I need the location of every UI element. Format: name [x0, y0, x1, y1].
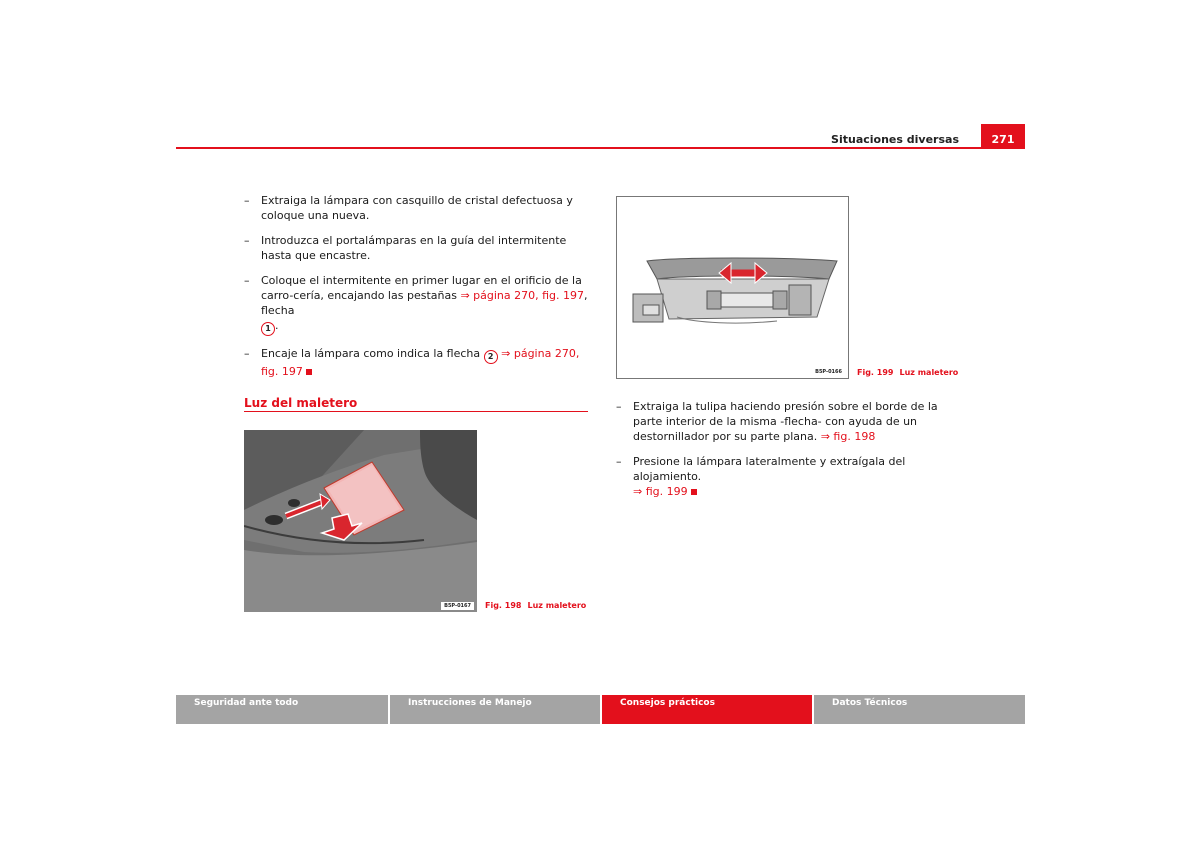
figure-caption: [857, 368, 958, 377]
step-text: .: [275, 319, 279, 332]
bulb-illustration: [617, 197, 848, 378]
right-instructions: [616, 399, 962, 509]
figure-code: B5P-0166: [812, 368, 845, 376]
trunk-light-illustration: [244, 430, 477, 612]
figure-caption: [485, 601, 586, 610]
callout-marker: 1: [261, 322, 275, 336]
callout-marker: 2: [484, 350, 498, 364]
figure-label: Luz maletero: [527, 601, 587, 610]
list-item: [244, 273, 590, 336]
tab-consejos[interactable]: [600, 695, 812, 724]
tab-label: Instrucciones de Manejo: [408, 698, 532, 708]
end-of-section-icon: [306, 369, 312, 375]
step-text: Coloque el intermitente en primer lugar en el orificio de la carro-cería, encajando las pestañas: [261, 274, 582, 302]
step-text: Presione la lámpara lateralmente y extraígala del alojamiento.: [633, 455, 906, 483]
tab-seguridad[interactable]: [176, 695, 388, 724]
left-instructions: [244, 193, 590, 389]
figure-code: B5P-0167: [441, 602, 474, 610]
list-item: [244, 233, 590, 263]
header-rule: [176, 147, 1025, 149]
section-title: Situaciones diversas: [831, 133, 959, 146]
figure-199: [616, 196, 849, 379]
tab-datos[interactable]: [812, 695, 1025, 724]
list-item: [616, 454, 962, 499]
cross-reference-link[interactable]: ⇒ fig. 198: [820, 430, 876, 443]
page-number: 271: [981, 124, 1025, 149]
figure-label: Luz maletero: [899, 368, 959, 377]
cross-reference-link[interactable]: ⇒ página 270, fig. 197: [460, 289, 585, 302]
figure-198: [244, 430, 477, 612]
end-of-section-icon: [691, 489, 697, 495]
list-item: [244, 346, 590, 379]
subsection-heading: Luz del maletero: [244, 396, 588, 412]
tab-label: Consejos prácticos: [620, 698, 715, 708]
step-text: Extraiga la tulipa haciendo presión sobre el borde de la parte interior de la misma -flecha- con ayuda de un destornillador por su parte plana.: [633, 400, 938, 443]
tab-instrucciones[interactable]: [388, 695, 600, 724]
figure-number: Fig. 198: [485, 601, 522, 610]
list-item: [616, 399, 962, 444]
figure-number: Fig. 199: [857, 368, 894, 377]
step-text: Introduzca el portalámparas en la guía del intermitente hasta que encastre.: [261, 234, 567, 262]
cross-reference-link[interactable]: ⇒ fig. 199: [633, 485, 688, 498]
step-text: Extraiga la lámpara con casquillo de cristal defectuosa y coloque una nueva.: [261, 194, 573, 222]
step-text: , flecha: [261, 289, 588, 317]
list-item: [244, 193, 590, 223]
tab-label: Datos Técnicos: [832, 698, 908, 708]
cross-reference-link[interactable]: ⇒ página 270, fig. 197: [261, 347, 580, 378]
footer-tabs: [176, 695, 1025, 724]
step-text: Encaje la lámpara como indica la flecha: [261, 347, 481, 360]
tab-label: Seguridad ante todo: [194, 698, 299, 708]
